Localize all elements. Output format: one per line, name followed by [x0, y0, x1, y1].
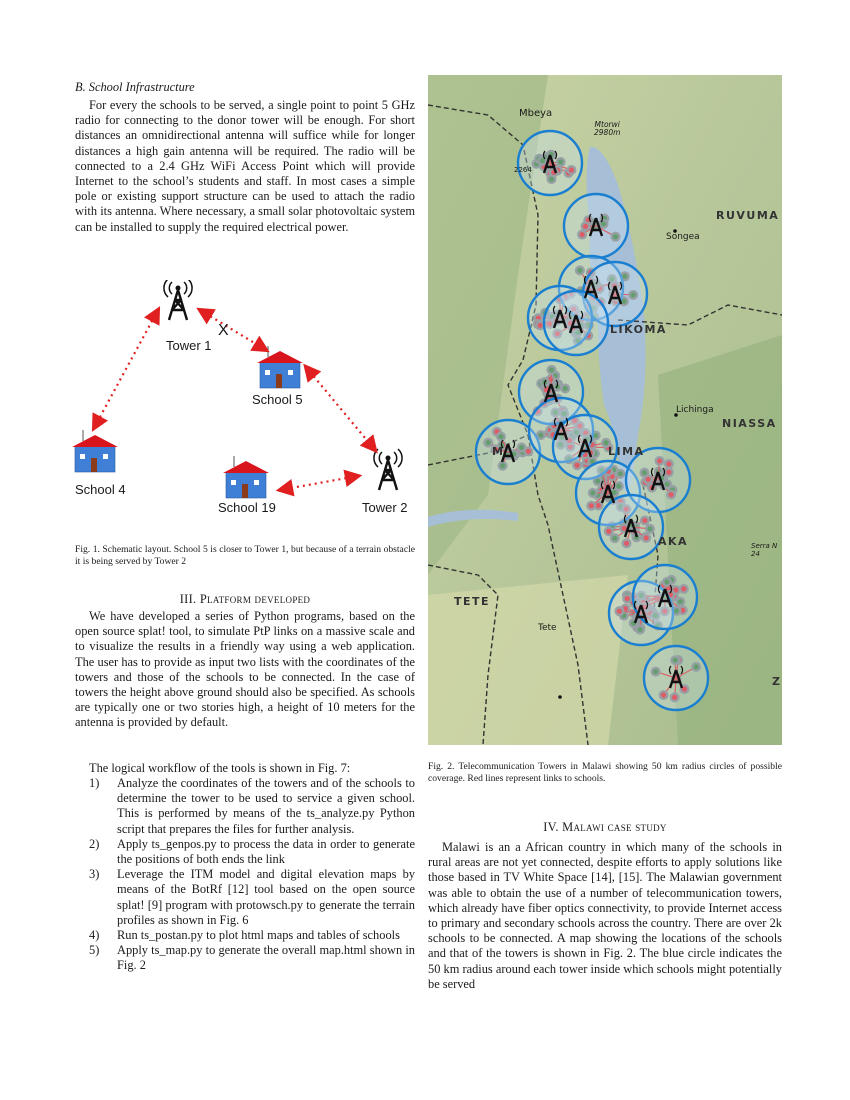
map-label-z: Z: [772, 675, 780, 688]
step-number: 3): [89, 867, 100, 882]
map-label-niassa: NIASSA: [722, 417, 777, 430]
coverage-circle: [644, 646, 708, 710]
map-label-mbeya: Mbeya: [519, 108, 553, 119]
label-school-5: School 5: [252, 392, 303, 407]
step-number: 5): [89, 943, 100, 958]
tower-1-icon: [164, 280, 192, 320]
peak-name: Mtorwi: [594, 120, 620, 129]
workflow-step: [75, 837, 415, 867]
step-text: Apply ts_genpos.py to process the data in order to generate the positions of both ends the link: [117, 836, 415, 867]
map-label-lima: LIMA: [608, 445, 645, 458]
workflow-step: [75, 928, 415, 943]
tower-2-icon: [374, 449, 402, 490]
coverage-circle: [599, 495, 663, 559]
subsection-heading: B. School Infrastructure: [75, 80, 195, 94]
obstacle-mark: X: [218, 322, 229, 339]
paragraph-malawi: Malawi is an a African country in which many of the schools in rural areas are not yet connected, despite efforts to apply solutions like those based in TV White Space [14], [15]. The Malawian government was able to obtain the use of a number of telecommunication towers, which already have fiber optics connectivity, to provide Internet access to primary and secondary schools across the country. There are over 2k schools to be connected. A map showing the locations of the schools and that of the towers is shown in Fig. 2. The blue circle indicates the 50 km radius around each tower inside which schools might potentially be served: [428, 840, 782, 991]
coverage-circle: [564, 194, 628, 258]
malawi-tower-map: [428, 75, 782, 745]
city-dot-tete: [558, 695, 562, 699]
map-label-songea: Songea: [666, 232, 700, 242]
label-tower-1: Tower 1: [166, 338, 212, 353]
step-number: 2): [89, 836, 100, 851]
paragraph-school-infrastructure: For every the schools to be served, a single point to point 5 GHz radio for connecting to the donor tower will be enough. For short distances an omnidirectional antenna will suffice while for longer distances a high gain antenna will be required. The radio will be connected to a 2.4 GHz WiFi Access Point which will provide Internet to the school’s students and staff. In most cases a simple pole or existing support structure can be used to attach the radio with its antenna. Where necessary, a small solar photovoltaic system can be installed to supply the required electrical power.: [75, 98, 415, 234]
school-5-icon: [257, 346, 303, 388]
map-label-m: M: [492, 445, 503, 458]
school-19-icon: [223, 456, 269, 498]
label-school-19: School 19: [218, 500, 276, 515]
step-text: Leverage the ITM model and digital elevation maps by means of the BotRf [12] tool based on the open source splat! [9] program with protowsch.py to generate the terrain profiles as shown in Fig. 6: [117, 867, 415, 927]
step-text: Run ts_postan.py to plot html maps and tables of schools: [117, 928, 400, 943]
map-label-likoma: LIKOMA: [610, 323, 667, 336]
step-text: Analyze the coordinates of the towers and of the schools to determine the tower to be used to service a given school. This is performed by means of the ts_analyze.py Python script that prepares the files for further analysis.: [117, 776, 415, 836]
link-tower1-school4: [94, 310, 158, 428]
coverage-circle: [518, 131, 582, 195]
map-label-lichinga: Lichinga: [676, 405, 714, 415]
workflow-step: [75, 776, 415, 837]
section-heading-platform: [75, 592, 415, 607]
map-label-tete-city: Tete: [538, 623, 557, 633]
coverage-circle: [633, 565, 697, 629]
link-tower2-school5: [306, 367, 375, 450]
map-label-elevation: 2264: [514, 166, 532, 174]
step-text: Apply ts_map.py to generate the overall map.html shown in Fig. 2: [117, 943, 415, 973]
workflow-step: [75, 867, 415, 928]
label-school-4: School 4: [75, 482, 126, 497]
map-label-serra: [751, 542, 777, 558]
map-label-aka: AKA: [658, 535, 689, 548]
figure-2-caption: Fig. 2. Telecommunication Towers in Malawi showing 50 km radius circles of possible coverage. Red lines represent links to schools.: [428, 761, 782, 784]
section-heading-malawi: [428, 820, 782, 835]
serra-elevation: 24: [751, 550, 760, 558]
coverage-circle: [544, 291, 608, 355]
figure-1-schematic: [70, 280, 420, 520]
workflow-steps-list: [75, 776, 415, 974]
step-number: 1): [89, 776, 100, 790]
serra-name: Serra N: [751, 542, 778, 550]
figure-1-caption: Fig. 1. Schematic layout. School 5 is closer to Tower 1, but because of a terrain obstacle it is being served by Tower 2: [75, 544, 415, 567]
map-label-tete-region: TETE: [454, 595, 491, 608]
label-tower-2: Tower 2: [362, 500, 408, 515]
peak-elevation: 2980m: [594, 128, 621, 137]
section-title: Malawi case study: [562, 820, 667, 834]
school-4-icon: [72, 430, 118, 472]
step-number: 4): [89, 928, 100, 943]
map-label-mtorwi: [594, 121, 620, 137]
figure-2-map: [428, 75, 782, 745]
map-label-ruvuma: RUVUMA: [716, 209, 780, 222]
workflow-intro: The logical workflow of the tools is shown in Fig. 7:: [89, 761, 351, 775]
section-title: Platform developed: [199, 592, 311, 606]
section-numeral: IV.: [543, 820, 559, 834]
paragraph-platform: We have developed a series of Python programs, based on the open source splat! tool, to simulate PtP links on a massive scale and to visualize the results in a friendly way using a web application. The user has to provide as input two lists with the coordinates of the towers and those of the schools to be connected. In the case of towers the height above ground should also be specified. As schools are typically one or two stories high, a height of 10 meters for the antenna is provided by default.: [75, 609, 415, 730]
link-tower2-school19: [280, 476, 358, 490]
section-numeral: III.: [179, 592, 197, 606]
workflow-step: [75, 943, 415, 973]
